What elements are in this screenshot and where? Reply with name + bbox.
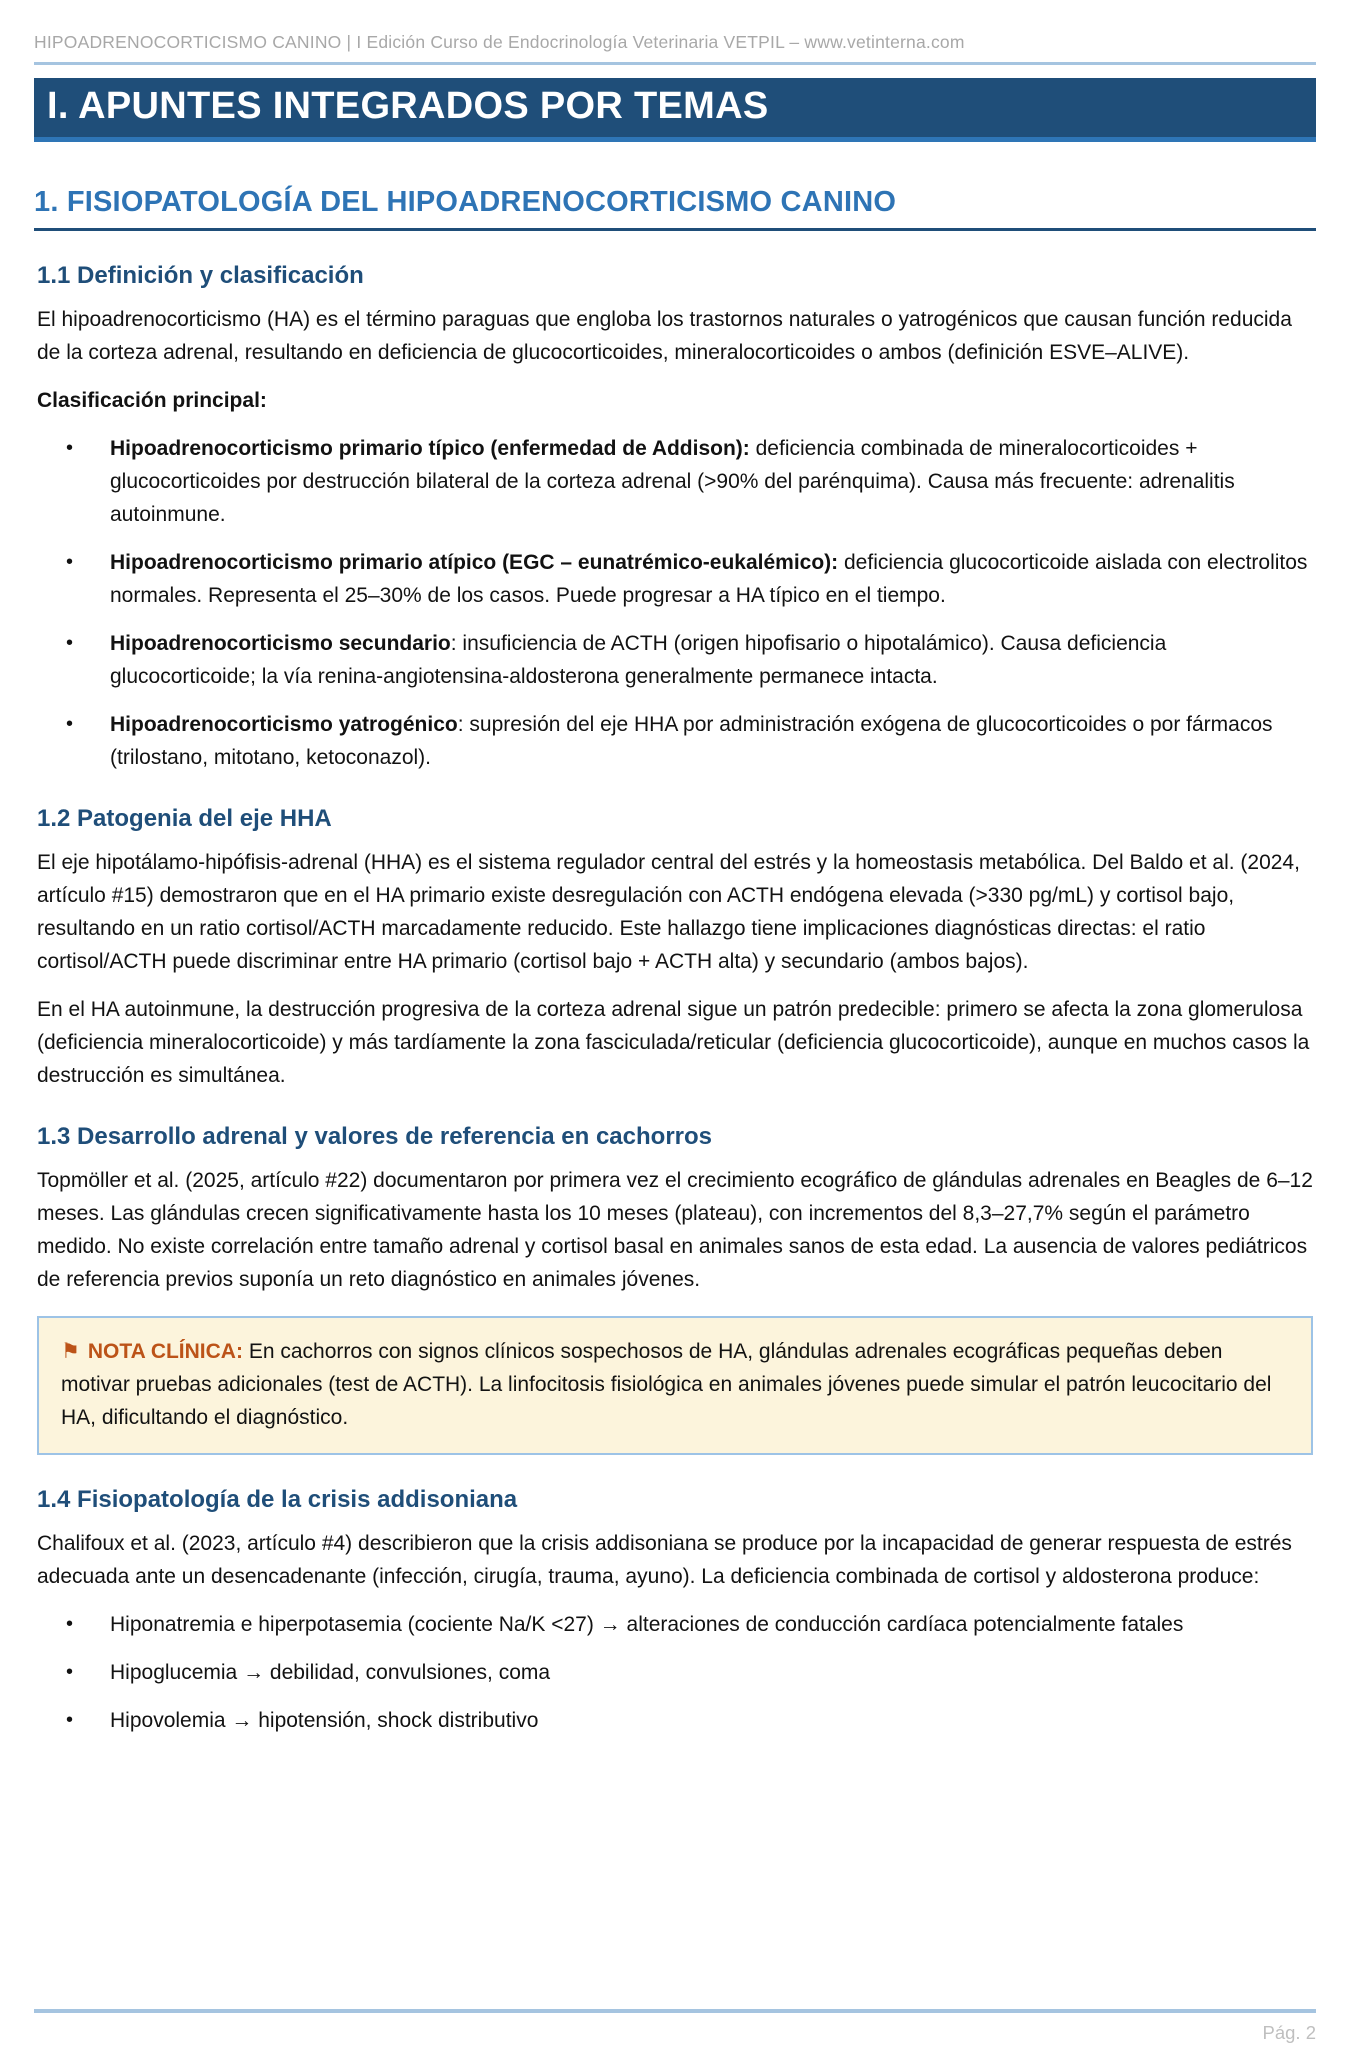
- bullet-lead: Hipoadrenocorticismo yatrogénico: [110, 713, 458, 736]
- list-item: • Hipovolemia → hipotensión, shock distributivo: [110, 1704, 1313, 1737]
- classification-list: [37, 432, 1313, 774]
- subsection-heading-1-4: 1.4 Fisiopatología de la crisis addisoniana: [37, 1486, 518, 1513]
- crisis-effects-list: [37, 1608, 1313, 1737]
- subsection-heading-1-3: 1.3 Desarrollo adrenal y valores de referencia en cachorros: [37, 1123, 712, 1150]
- flag-icon: ⚑: [61, 1340, 80, 1363]
- bullet-rest: : insuficiencia de ACTH (origen hipofisario o hipotalámico). Causa deficiencia glucocorticoide; la vía renina-angiotensina-aldosterona generalmente permanece intacta.: [110, 632, 1167, 688]
- bullet-rest: deficiencia glucocorticoide aislada con electrolitos normales. Representa el 25–30% de los casos. Puede progresar a HA típico en el tiempo.: [110, 551, 1308, 607]
- clinical-note-label: NOTA CLÍNICA:: [87, 1340, 243, 1363]
- paragraph-hha-axis: El eje hipotálamo-hipófisis-adrenal (HHA) es el sistema regulador central del estrés y la homeostasis metabólica. Del Baldo et al. (2024, artículo #15) demostraron que en el HA primario existe desregulación con ACTH endógena elevada (>330 pg/mL) y cortisol bajo, resultando en un ratio cortisol/ACTH marcadamente reducido. Este hallazgo tiene implicaciones diagnósticas directas: el ratio cortisol/ACTH puede discriminar entre HA primario (cortisol bajo + ACTH alta) y secundario (ambos bajos).: [37, 851, 1300, 973]
- section-title: 1. FISIOPATOLOGÍA DEL HIPOADRENOCORTICISMO CANINO: [34, 186, 1316, 231]
- bullet-rest: deficiencia combinada de mineralocorticoides + glucocorticoides por destrucción bilateral de la corteza adrenal (>90% del parénquima). Causa más frecuente: adrenalitis autoinmune.: [110, 437, 1235, 526]
- running-header: HIPOADRENOCORTICISMO CANINO | I Edición Curso de Endocrinología Veterinaria VETPIL – www.vetinterna.com: [34, 0, 1316, 65]
- page-number: Pág. 2: [1262, 2022, 1316, 2043]
- bullet-lead: Hipoadrenocorticismo primario típico (enfermedad de Addison):: [110, 437, 750, 460]
- list-item: • Hipoglucemia → debilidad, convulsiones, coma: [110, 1656, 1313, 1689]
- list-item: [110, 708, 1313, 774]
- bullet-lead: Hipoadrenocorticismo primario atípico (EGC – eunatrémico-eukalémico):: [110, 551, 839, 574]
- chapter-banner-title: I. APUNTES INTEGRADOS POR TEMAS: [47, 85, 769, 127]
- paragraph-autoimmune-pattern: En el HA autoinmune, la destrucción progresiva de la corteza adrenal sigue un patrón predecible: primero se afecta la zona glomerulosa (deficiencia mineralocorticoide) y más tardíamente la zona fasciculada/reticular (deficiencia glucocorticoide), aunque en muchos casos la destrucción es simultánea.: [37, 998, 1310, 1087]
- paragraph-puppy-reference: Topmöller et al. (2025, artículo #22) documentaron por primera vez el crecimiento ecográfico de glándulas adrenales en Beagles de 6–12 meses. Las glándulas crecen significativamente hasta los 10 meses (plateau), con incrementos del 8,3–27,7% según el parámetro medido. No existe correlación entre tamaño adrenal y cortisol basal en animales sanos de esta edad. La ausencia de valores pediátricos de referencia previos suponía un reto diagnóstico en animales jóvenes.: [37, 1169, 1313, 1291]
- paragraph-definition: El hipoadrenocorticismo (HA) es el término paraguas que engloba los trastornos naturales o yatrogénicos que causan función reducida de la corteza adrenal, resultando en deficiencia de glucocorticoides, mineralocorticoides o ambos (definición ESVE–ALIVE).: [37, 308, 1292, 364]
- clinical-note-text: En cachorros con signos clínicos sospechosos de HA, glándulas adrenales ecográficas pequeñas deben motivar pruebas adicionales (test de ACTH). La linfocitosis fisiológica en animales jóvenes puede simular el patrón leucocitario del HA, dificultando el diagnóstico.: [61, 1340, 1272, 1429]
- subsection-heading-1-1: 1.1 Definición y clasificación: [37, 262, 364, 289]
- subsection-heading-1-2: 1.2 Patogenia del eje HHA: [37, 805, 332, 832]
- clinical-note-callout: [37, 1316, 1313, 1455]
- classification-label: Clasificación principal:: [37, 389, 267, 412]
- running-footer: [34, 2009, 1316, 2044]
- list-item: [110, 432, 1313, 531]
- bullet-rest: : supresión del eje HHA por administración exógena de glucocorticoides o por fármacos (trilostano, mitotano, ketoconazol).: [110, 713, 1273, 769]
- bullet-lead: Hipoadrenocorticismo secundario: [110, 632, 451, 655]
- paragraph-addisonian-crisis: Chalifoux et al. (2023, artículo #4) describieron que la crisis addisoniana se produce por la incapacidad de generar respuesta de estrés adecuada ante un desencadenante (infección, cirugía, trauma, ayuno). La deficiencia combinada de cortisol y aldosterona produce:: [37, 1532, 1292, 1588]
- list-item: [110, 546, 1313, 612]
- list-item: • Hiponatremia e hiperpotasemia (cociente Na/K <27) → alteraciones de conducción cardíaca potencialmente fatales: [110, 1608, 1313, 1641]
- chapter-banner: [34, 78, 1316, 142]
- list-item: [110, 627, 1313, 693]
